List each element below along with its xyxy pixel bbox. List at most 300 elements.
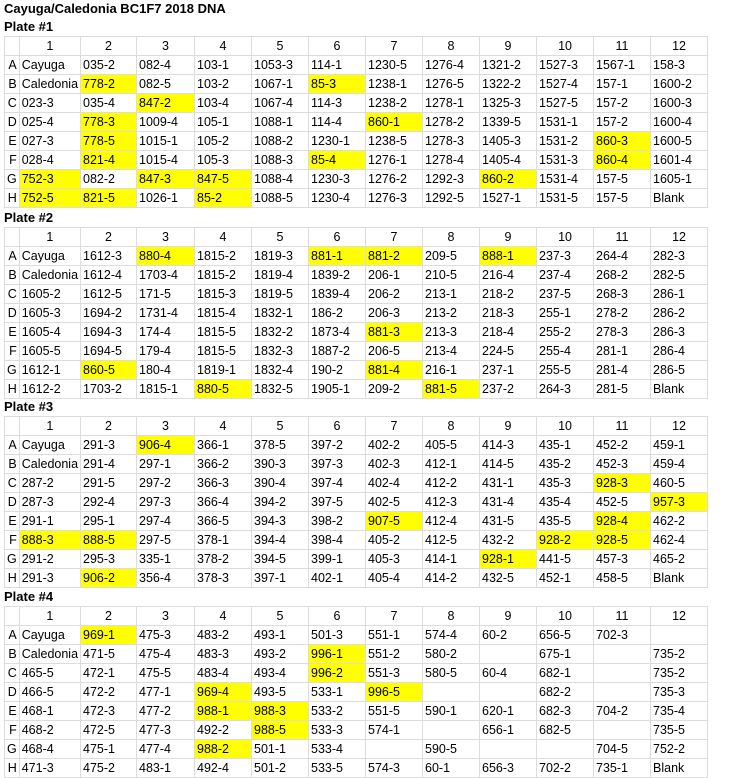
table-cell[interactable]: 402-1	[309, 569, 366, 588]
table-cell[interactable]: 255-5	[537, 361, 594, 380]
row-label[interactable]: B	[5, 266, 20, 285]
row-label[interactable]: C	[5, 664, 20, 683]
table-cell[interactable]: 1067-4	[252, 94, 309, 113]
table-cell[interactable]: 397-2	[309, 436, 366, 455]
table-cell[interactable]: 291-4	[81, 455, 137, 474]
table-cell[interactable]: 1600-5	[651, 132, 708, 151]
table-cell[interactable]: 366-5	[195, 512, 252, 531]
table-cell[interactable]: 1292-3	[423, 170, 480, 189]
column-header[interactable]: 9	[480, 228, 537, 247]
table-cell[interactable]	[594, 683, 651, 702]
table-cell[interactable]: 860-5	[81, 361, 137, 380]
table-cell[interactable]: 1322-2	[480, 75, 537, 94]
table-cell[interactable]: 735-2	[651, 645, 708, 664]
row-label[interactable]: C	[5, 285, 20, 304]
table-cell[interactable]: 082-5	[137, 75, 195, 94]
table-cell[interactable]: Cayuga	[19, 626, 80, 645]
table-cell[interactable]: 366-3	[195, 474, 252, 493]
table-cell[interactable]: 574-1	[366, 721, 423, 740]
table-cell[interactable]: 255-4	[537, 342, 594, 361]
table-cell[interactable]: 1819-5	[252, 285, 309, 304]
column-header[interactable]: 5	[252, 607, 309, 626]
table-cell[interactable]: 860-2	[480, 170, 537, 189]
table-cell[interactable]: 957-3	[651, 493, 708, 512]
table-cell[interactable]: 996-2	[309, 664, 366, 683]
table-cell[interactable]: 702-2	[537, 759, 594, 778]
row-label[interactable]: G	[5, 361, 20, 380]
table-cell[interactable]: 414-2	[423, 569, 480, 588]
table-cell[interactable]: 459-4	[651, 455, 708, 474]
table-cell[interactable]: 888-1	[480, 247, 537, 266]
table-cell[interactable]: 928-3	[594, 474, 651, 493]
column-header[interactable]: 10	[537, 37, 594, 56]
table-cell[interactable]: 103-4	[195, 94, 252, 113]
table-cell[interactable]: 1605-5	[19, 342, 80, 361]
table-cell[interactable]: 465-2	[651, 550, 708, 569]
corner-cell[interactable]	[5, 607, 20, 626]
column-header[interactable]: 5	[252, 37, 309, 56]
row-label[interactable]: A	[5, 56, 20, 75]
table-cell[interactable]: 394-3	[252, 512, 309, 531]
table-cell[interactable]: 452-1	[537, 569, 594, 588]
table-cell[interactable]: 297-5	[137, 531, 195, 550]
table-cell[interactable]: 462-2	[651, 512, 708, 531]
table-cell[interactable]: 1839-4	[309, 285, 366, 304]
table-cell[interactable]: 988-5	[252, 721, 309, 740]
table-cell[interactable]: 291-5	[81, 474, 137, 493]
table-cell[interactable]: 1238-1	[366, 75, 423, 94]
column-header[interactable]: 2	[81, 607, 137, 626]
row-label[interactable]: D	[5, 304, 20, 323]
table-cell[interactable]: 268-2	[594, 266, 651, 285]
table-cell[interactable]: 458-5	[594, 569, 651, 588]
row-label[interactable]: A	[5, 626, 20, 645]
table-cell[interactable]: 174-4	[137, 323, 195, 342]
table-cell[interactable]: Cayuga	[19, 436, 80, 455]
column-header[interactable]: 12	[651, 228, 708, 247]
table-cell[interactable]: 028-4	[19, 151, 80, 170]
table-cell[interactable]: 471-5	[81, 645, 137, 664]
row-label[interactable]: E	[5, 323, 20, 342]
row-label[interactable]: H	[5, 569, 20, 588]
table-cell[interactable]	[423, 683, 480, 702]
column-header[interactable]: 1	[19, 37, 80, 56]
column-header[interactable]: 11	[594, 607, 651, 626]
row-label[interactable]: A	[5, 247, 20, 266]
table-cell[interactable]: 1325-3	[480, 94, 537, 113]
table-cell[interactable]: 297-1	[137, 455, 195, 474]
table-cell[interactable]: 477-3	[137, 721, 195, 740]
table-cell[interactable]: 483-2	[195, 626, 252, 645]
table-cell[interactable]: 1815-1	[137, 380, 195, 399]
row-label[interactable]: H	[5, 189, 20, 208]
table-cell[interactable]: 157-2	[594, 113, 651, 132]
table-cell[interactable]: 105-2	[195, 132, 252, 151]
row-label[interactable]: F	[5, 531, 20, 550]
table-cell[interactable]: 501-1	[252, 740, 309, 759]
table-cell[interactable]: 475-1	[81, 740, 137, 759]
table-cell[interactable]: 1612-4	[81, 266, 137, 285]
table-cell[interactable]: 216-1	[423, 361, 480, 380]
corner-cell[interactable]	[5, 228, 20, 247]
column-header[interactable]: 1	[19, 228, 80, 247]
table-cell[interactable]: 493-1	[252, 626, 309, 645]
table-cell[interactable]: 880-5	[195, 380, 252, 399]
table-cell[interactable]: 1527-3	[537, 56, 594, 75]
column-header[interactable]: 11	[594, 417, 651, 436]
table-cell[interactable]: 1276-3	[366, 189, 423, 208]
table-cell[interactable]: 027-3	[19, 132, 80, 151]
table-cell[interactable]: 472-3	[81, 702, 137, 721]
table-cell[interactable]: 702-3	[594, 626, 651, 645]
table-cell[interactable]: 1612-1	[19, 361, 80, 380]
table-cell[interactable]	[594, 664, 651, 683]
table-cell[interactable]: 468-2	[19, 721, 80, 740]
table-cell[interactable]: 492-4	[195, 759, 252, 778]
table-cell[interactable]: 206-3	[366, 304, 423, 323]
table-cell[interactable]: 1405-3	[480, 132, 537, 151]
table-cell[interactable]: 1612-3	[81, 247, 137, 266]
table-cell[interactable]: 1339-5	[480, 113, 537, 132]
table-cell[interactable]: 988-3	[252, 702, 309, 721]
table-cell[interactable]: 114-1	[309, 56, 366, 75]
table-cell[interactable]: 1905-1	[309, 380, 366, 399]
table-cell[interactable]: Caledonia	[19, 75, 80, 94]
row-label[interactable]: D	[5, 113, 20, 132]
table-cell[interactable]: 590-5	[423, 740, 480, 759]
column-header[interactable]: 8	[423, 37, 480, 56]
table-cell[interactable]: 103-2	[195, 75, 252, 94]
table-cell[interactable]: 291-1	[19, 512, 80, 531]
table-cell[interactable]: 533-3	[309, 721, 366, 740]
table-cell[interactable]: 1009-4	[137, 113, 195, 132]
table-cell[interactable]: 1292-5	[423, 189, 480, 208]
table-cell[interactable]: 286-1	[651, 285, 708, 304]
table-cell[interactable]: 435-3	[537, 474, 594, 493]
table-cell[interactable]: 475-4	[137, 645, 195, 664]
column-header[interactable]: 4	[195, 417, 252, 436]
table-cell[interactable]: 287-2	[19, 474, 80, 493]
table-cell[interactable]: 237-1	[480, 361, 537, 380]
table-cell[interactable]: 082-2	[81, 170, 137, 189]
table-cell[interactable]: 297-3	[137, 493, 195, 512]
table-cell[interactable]: 1238-2	[366, 94, 423, 113]
table-cell[interactable]: 1026-1	[137, 189, 195, 208]
table-cell[interactable]: 105-3	[195, 151, 252, 170]
column-header[interactable]: 7	[366, 37, 423, 56]
table-cell[interactable]: 1600-3	[651, 94, 708, 113]
table-cell[interactable]: Caledonia	[19, 645, 80, 664]
table-cell[interactable]: 190-2	[309, 361, 366, 380]
table-cell[interactable]: 390-3	[252, 455, 309, 474]
table-cell[interactable]: 1694-5	[81, 342, 137, 361]
row-label[interactable]: D	[5, 493, 20, 512]
table-cell[interactable]: 286-2	[651, 304, 708, 323]
table-cell[interactable]: 551-1	[366, 626, 423, 645]
table-cell[interactable]: 1887-2	[309, 342, 366, 361]
column-header[interactable]: 10	[537, 417, 594, 436]
column-header[interactable]: 9	[480, 417, 537, 436]
table-cell[interactable]: 1605-2	[19, 285, 80, 304]
row-label[interactable]: G	[5, 550, 20, 569]
table-cell[interactable]: 431-1	[480, 474, 537, 493]
table-cell[interactable]: 1832-4	[252, 361, 309, 380]
table-cell[interactable]: 778-5	[81, 132, 137, 151]
table-cell[interactable]: 412-4	[423, 512, 480, 531]
table-cell[interactable]: 1405-4	[480, 151, 537, 170]
table-cell[interactable]: 435-1	[537, 436, 594, 455]
table-cell[interactable]: 1015-4	[137, 151, 195, 170]
table-cell[interactable]: 157-5	[594, 170, 651, 189]
table-cell[interactable]: 752-2	[651, 740, 708, 759]
table-cell[interactable]: 286-5	[651, 361, 708, 380]
column-header[interactable]: 1	[19, 417, 80, 436]
table-cell[interactable]: Caledonia	[19, 455, 80, 474]
table-cell[interactable]: 1815-3	[195, 285, 252, 304]
table-cell[interactable]: 847-2	[137, 94, 195, 113]
row-label[interactable]: G	[5, 740, 20, 759]
table-cell[interactable]: 431-4	[480, 493, 537, 512]
table-cell[interactable]: 465-5	[19, 664, 80, 683]
table-cell[interactable]: 1815-4	[195, 304, 252, 323]
table-cell[interactable]: 213-3	[423, 323, 480, 342]
table-cell[interactable]: 209-5	[423, 247, 480, 266]
table-cell[interactable]: 1531-1	[537, 113, 594, 132]
table-cell[interactable]: 735-3	[651, 683, 708, 702]
table-cell[interactable]: 1088-5	[252, 189, 309, 208]
table-cell[interactable]: 405-3	[366, 550, 423, 569]
column-header[interactable]: 10	[537, 228, 594, 247]
table-cell[interactable]: 1230-1	[309, 132, 366, 151]
table-cell[interactable]: 1088-4	[252, 170, 309, 189]
table-cell[interactable]: 237-4	[537, 266, 594, 285]
table-cell[interactable]: 335-1	[137, 550, 195, 569]
corner-cell[interactable]	[5, 417, 20, 436]
table-cell[interactable]: 881-1	[309, 247, 366, 266]
table-cell[interactable]: 1230-5	[366, 56, 423, 75]
table-cell[interactable]: 179-4	[137, 342, 195, 361]
table-cell[interactable]: 881-2	[366, 247, 423, 266]
table-cell[interactable]: 906-4	[137, 436, 195, 455]
row-label[interactable]: B	[5, 75, 20, 94]
table-cell[interactable]: 397-5	[309, 493, 366, 512]
table-cell[interactable]: 675-1	[537, 645, 594, 664]
table-cell[interactable]: 620-1	[480, 702, 537, 721]
row-label[interactable]: F	[5, 342, 20, 361]
table-cell[interactable]: 1703-4	[137, 266, 195, 285]
column-header[interactable]: 2	[81, 417, 137, 436]
table-cell[interactable]: 402-5	[366, 493, 423, 512]
table-cell[interactable]: 291-3	[81, 436, 137, 455]
column-header[interactable]: 12	[651, 417, 708, 436]
table-cell[interactable]: 218-4	[480, 323, 537, 342]
table-cell[interactable]: 472-1	[81, 664, 137, 683]
table-cell[interactable]: 452-3	[594, 455, 651, 474]
table-cell[interactable]: 821-5	[81, 189, 137, 208]
table-cell[interactable]: 1088-2	[252, 132, 309, 151]
table-cell[interactable]: 457-3	[594, 550, 651, 569]
table-cell[interactable]: 157-5	[594, 189, 651, 208]
table-cell[interactable]: 682-2	[537, 683, 594, 702]
table-cell[interactable]	[366, 740, 423, 759]
table-cell[interactable]: Caledonia	[19, 266, 80, 285]
table-cell[interactable]: 237-2	[480, 380, 537, 399]
table-cell[interactable]: 1819-4	[252, 266, 309, 285]
table-cell[interactable]: 435-4	[537, 493, 594, 512]
table-cell[interactable]: 1230-4	[309, 189, 366, 208]
table-cell[interactable]	[480, 683, 537, 702]
table-cell[interactable]: 394-4	[252, 531, 309, 550]
table-cell[interactable]: 295-1	[81, 512, 137, 531]
table-cell[interactable]: 206-1	[366, 266, 423, 285]
table-cell[interactable]: 1832-5	[252, 380, 309, 399]
table-cell[interactable]: 735-2	[651, 664, 708, 683]
column-header[interactable]: 9	[480, 37, 537, 56]
table-cell[interactable]: 1276-2	[366, 170, 423, 189]
table-cell[interactable]: 399-1	[309, 550, 366, 569]
table-cell[interactable]: 493-5	[252, 683, 309, 702]
table-cell[interactable]: 435-2	[537, 455, 594, 474]
table-cell[interactable]: 85-4	[309, 151, 366, 170]
table-cell[interactable]: 533-5	[309, 759, 366, 778]
table-cell[interactable]: 1600-2	[651, 75, 708, 94]
table-cell[interactable]: 405-4	[366, 569, 423, 588]
table-cell[interactable]: 881-4	[366, 361, 423, 380]
table-cell[interactable]: 1605-4	[19, 323, 80, 342]
table-cell[interactable]: 216-4	[480, 266, 537, 285]
table-cell[interactable]: 157-2	[594, 94, 651, 113]
table-cell[interactable]: 291-2	[19, 550, 80, 569]
table-cell[interactable]: 860-4	[594, 151, 651, 170]
table-cell[interactable]: 394-2	[252, 493, 309, 512]
row-label[interactable]: E	[5, 512, 20, 531]
table-cell[interactable]: 468-1	[19, 702, 80, 721]
column-header[interactable]: 5	[252, 417, 309, 436]
table-cell[interactable]: 441-5	[537, 550, 594, 569]
table-cell[interactable]: 996-5	[366, 683, 423, 702]
table-cell[interactable]: 475-2	[81, 759, 137, 778]
column-header[interactable]: 8	[423, 228, 480, 247]
table-cell[interactable]: 452-2	[594, 436, 651, 455]
table-cell[interactable]: 209-2	[366, 380, 423, 399]
table-cell[interactable]: 1278-1	[423, 94, 480, 113]
table-cell[interactable]	[480, 645, 537, 664]
table-cell[interactable]: 468-4	[19, 740, 80, 759]
table-cell[interactable]: 880-4	[137, 247, 195, 266]
table-cell[interactable]	[651, 626, 708, 645]
table-cell[interactable]: 1703-2	[81, 380, 137, 399]
table-cell[interactable]: 1278-3	[423, 132, 480, 151]
table-cell[interactable]: 432-2	[480, 531, 537, 550]
table-cell[interactable]: 881-5	[423, 380, 480, 399]
table-cell[interactable]: 157-1	[594, 75, 651, 94]
column-header[interactable]: 6	[309, 417, 366, 436]
table-cell[interactable]: 414-5	[480, 455, 537, 474]
column-header[interactable]: 1	[19, 607, 80, 626]
table-cell[interactable]: 1531-4	[537, 170, 594, 189]
table-cell[interactable]: 378-5	[252, 436, 309, 455]
table-cell[interactable]: 264-4	[594, 247, 651, 266]
row-label[interactable]: F	[5, 151, 20, 170]
row-label[interactable]: G	[5, 170, 20, 189]
row-label[interactable]: C	[5, 474, 20, 493]
table-cell[interactable]: Cayuga	[19, 56, 80, 75]
row-label[interactable]: E	[5, 702, 20, 721]
table-cell[interactable]: 281-4	[594, 361, 651, 380]
table-cell[interactable]: 735-1	[594, 759, 651, 778]
column-header[interactable]: 7	[366, 228, 423, 247]
table-cell[interactable]: 1839-2	[309, 266, 366, 285]
table-cell[interactable]: 218-2	[480, 285, 537, 304]
table-cell[interactable]: 752-5	[19, 189, 80, 208]
table-cell[interactable]: 281-1	[594, 342, 651, 361]
table-cell[interactable]: 412-5	[423, 531, 480, 550]
table-cell[interactable]: 580-5	[423, 664, 480, 683]
table-cell[interactable]: 281-5	[594, 380, 651, 399]
table-cell[interactable]: 988-2	[195, 740, 252, 759]
table-cell[interactable]: 114-4	[309, 113, 366, 132]
table-cell[interactable]: 1238-5	[366, 132, 423, 151]
table-cell[interactable]: 402-2	[366, 436, 423, 455]
column-header[interactable]: 12	[651, 607, 708, 626]
column-header[interactable]: 5	[252, 228, 309, 247]
table-cell[interactable]: 906-2	[81, 569, 137, 588]
row-label[interactable]: B	[5, 645, 20, 664]
table-cell[interactable]: 492-2	[195, 721, 252, 740]
table-cell[interactable]: 735-5	[651, 721, 708, 740]
table-cell[interactable]: 1015-1	[137, 132, 195, 151]
table-cell[interactable]: 928-2	[537, 531, 594, 550]
table-cell[interactable]: 704-2	[594, 702, 651, 721]
table-cell[interactable]: 1601-4	[651, 151, 708, 170]
column-header[interactable]: 3	[137, 607, 195, 626]
table-cell[interactable]: 286-3	[651, 323, 708, 342]
column-header[interactable]: 11	[594, 37, 651, 56]
table-cell[interactable]: 85-2	[195, 189, 252, 208]
table-cell[interactable]: 213-1	[423, 285, 480, 304]
table-cell[interactable]: 1612-5	[81, 285, 137, 304]
column-header[interactable]: 2	[81, 228, 137, 247]
table-cell[interactable]: 397-1	[252, 569, 309, 588]
table-cell[interactable]: 656-1	[480, 721, 537, 740]
table-cell[interactable]: 1527-5	[537, 94, 594, 113]
row-label[interactable]: A	[5, 436, 20, 455]
table-cell[interactable]: 860-3	[594, 132, 651, 151]
table-cell[interactable]: 237-3	[537, 247, 594, 266]
table-cell[interactable]: 778-2	[81, 75, 137, 94]
table-cell[interactable]: 778-3	[81, 113, 137, 132]
table-cell[interactable]: 210-5	[423, 266, 480, 285]
table-cell[interactable]: 471-3	[19, 759, 80, 778]
table-cell[interactable]: 286-4	[651, 342, 708, 361]
table-cell[interactable]: 847-3	[137, 170, 195, 189]
table-cell[interactable]: 278-2	[594, 304, 651, 323]
table-cell[interactable]: 224-5	[480, 342, 537, 361]
table-cell[interactable]: 85-3	[309, 75, 366, 94]
table-cell[interactable]: 682-5	[537, 721, 594, 740]
table-cell[interactable]: 405-2	[366, 531, 423, 550]
table-cell[interactable]: 1527-4	[537, 75, 594, 94]
table-cell[interactable]: 1276-4	[423, 56, 480, 75]
table-cell[interactable]: 1832-1	[252, 304, 309, 323]
table-cell[interactable]: 397-4	[309, 474, 366, 493]
table-cell[interactable]: 475-5	[137, 664, 195, 683]
column-header[interactable]: 4	[195, 37, 252, 56]
table-cell[interactable]: 477-4	[137, 740, 195, 759]
table-cell[interactable]: 551-2	[366, 645, 423, 664]
table-cell[interactable]: 213-2	[423, 304, 480, 323]
table-cell[interactable]: Blank	[651, 380, 708, 399]
